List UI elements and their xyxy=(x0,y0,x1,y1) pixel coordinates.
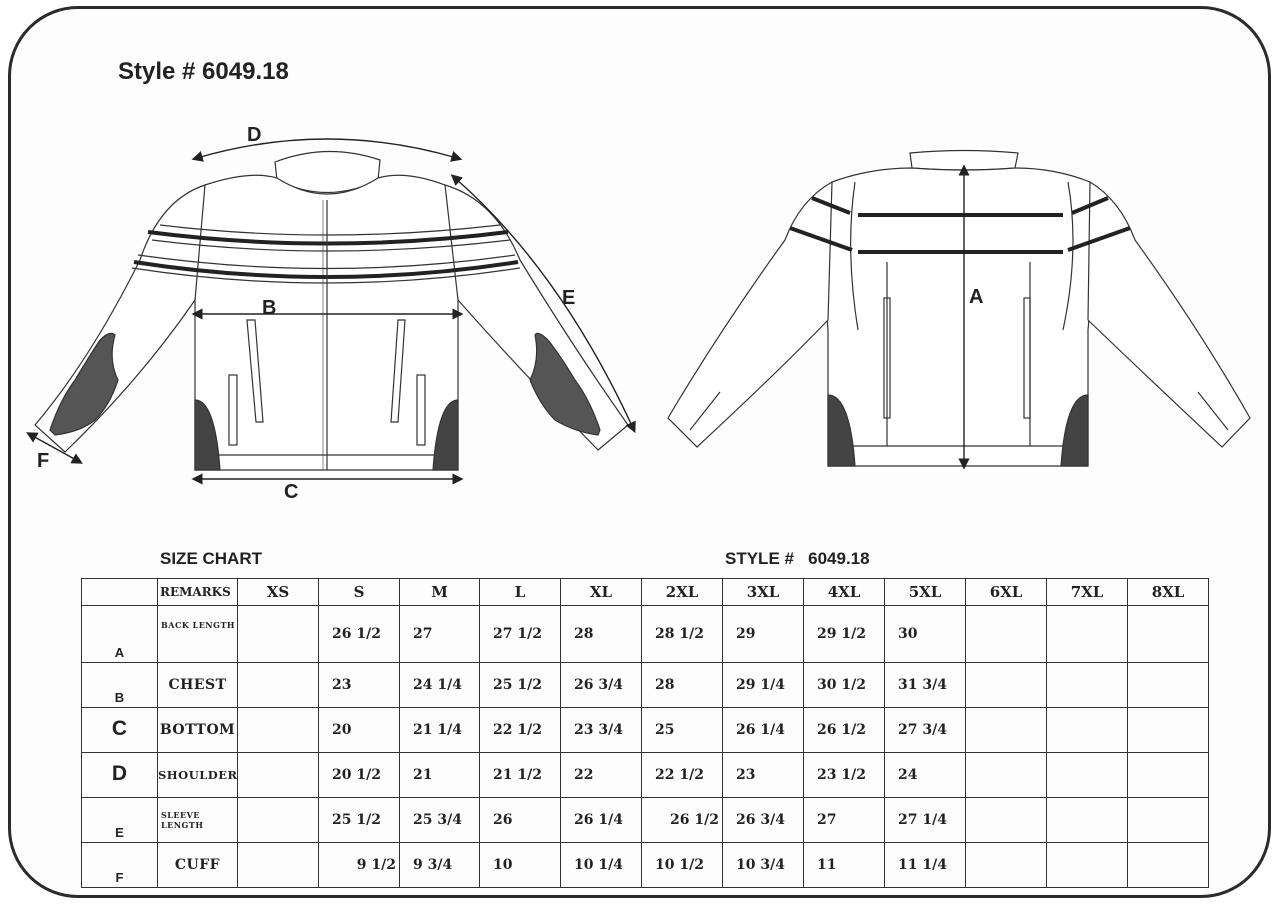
size-chart-table xyxy=(81,578,1209,888)
dimension-label-d: D xyxy=(247,124,262,146)
table-row xyxy=(82,843,1209,888)
size-value: 23 xyxy=(319,663,400,708)
size-value: 25 xyxy=(642,708,723,753)
size-value xyxy=(1128,798,1209,843)
size-value: 25 3/4 xyxy=(400,798,480,843)
size-header: 5XL xyxy=(885,579,966,606)
size-value xyxy=(1047,798,1128,843)
row-letter: C xyxy=(82,708,158,753)
size-header-row xyxy=(82,579,1209,606)
style-number-label xyxy=(725,549,870,569)
remarks-header: REMARKS xyxy=(158,579,238,606)
dimension-label-e: E xyxy=(562,287,576,309)
size-value: 20 1/2 xyxy=(319,753,400,798)
size-header: S xyxy=(319,579,400,606)
dimension-label-f: F xyxy=(37,450,50,472)
size-value xyxy=(966,753,1047,798)
size-value: 10 xyxy=(480,843,561,888)
size-header: 6XL xyxy=(966,579,1047,606)
size-value xyxy=(1047,843,1128,888)
size-value: 29 1/4 xyxy=(723,663,804,708)
row-remark: SLEEVE LENGTH xyxy=(158,798,238,843)
size-value: 27 xyxy=(400,606,480,663)
size-header: L xyxy=(480,579,561,606)
row-letter: E xyxy=(82,798,158,843)
front-jacket xyxy=(35,151,628,470)
table-row xyxy=(82,708,1209,753)
size-value: 29 xyxy=(723,606,804,663)
size-value: 23 1/2 xyxy=(804,753,885,798)
row-remark: CUFF xyxy=(158,843,238,888)
size-value: 30 1/2 xyxy=(804,663,885,708)
size-value: 26 xyxy=(480,798,561,843)
size-header: M xyxy=(400,579,480,606)
size-chart-label: SIZE CHART xyxy=(160,549,262,568)
dimension-label-a: A xyxy=(969,286,984,308)
size-value xyxy=(966,606,1047,663)
row-remark: CHEST xyxy=(158,663,238,708)
size-value xyxy=(238,843,319,888)
size-header: 3XL xyxy=(723,579,804,606)
size-value: 26 3/4 xyxy=(561,663,642,708)
size-value: 22 xyxy=(561,753,642,798)
size-value: 11 1/4 xyxy=(885,843,966,888)
size-value: 25 1/2 xyxy=(319,798,400,843)
size-value: 26 1/4 xyxy=(723,708,804,753)
table-row xyxy=(82,663,1209,708)
size-header: XL xyxy=(561,579,642,606)
size-value: 24 xyxy=(885,753,966,798)
size-value: 11 xyxy=(804,843,885,888)
table-row xyxy=(82,753,1209,798)
size-value: 22 1/2 xyxy=(480,708,561,753)
size-header: XS xyxy=(238,579,319,606)
size-value xyxy=(1047,753,1128,798)
size-value: 24 1/4 xyxy=(400,663,480,708)
size-value xyxy=(238,753,319,798)
size-value xyxy=(966,708,1047,753)
size-value: 27 1/2 xyxy=(480,606,561,663)
size-value: 23 3/4 xyxy=(561,708,642,753)
size-value: 9 1/2 xyxy=(319,843,400,888)
size-value xyxy=(1047,606,1128,663)
size-header: 7XL xyxy=(1047,579,1128,606)
size-value: 28 xyxy=(561,606,642,663)
row-remark: SHOULDER xyxy=(158,753,238,798)
size-value: 21 1/2 xyxy=(480,753,561,798)
row-letter: A xyxy=(82,606,158,663)
back-jacket xyxy=(668,151,1250,467)
size-value xyxy=(966,798,1047,843)
size-value: 31 3/4 xyxy=(885,663,966,708)
size-value: 21 xyxy=(400,753,480,798)
row-letter: F xyxy=(82,843,158,888)
size-value xyxy=(1047,708,1128,753)
corner-cell xyxy=(82,579,158,606)
size-value: 27 3/4 xyxy=(885,708,966,753)
size-value: 28 xyxy=(642,663,723,708)
size-value: 26 1/4 xyxy=(561,798,642,843)
size-value xyxy=(1128,843,1209,888)
table-row xyxy=(82,606,1209,663)
size-value xyxy=(238,663,319,708)
size-value: 27 xyxy=(804,798,885,843)
size-value: 21 1/4 xyxy=(400,708,480,753)
size-value: 26 1/2 xyxy=(804,708,885,753)
size-value: 20 xyxy=(319,708,400,753)
size-value: 10 1/2 xyxy=(642,843,723,888)
style-title: Style # 6049.18 xyxy=(118,58,289,85)
size-value xyxy=(238,798,319,843)
style-label: STYLE # xyxy=(725,549,794,568)
size-value: 26 1/2 xyxy=(319,606,400,663)
row-remark: BOTTOM xyxy=(158,708,238,753)
size-header: 8XL xyxy=(1128,579,1209,606)
size-header: 4XL xyxy=(804,579,885,606)
size-value: 22 1/2 xyxy=(642,753,723,798)
size-value xyxy=(1128,606,1209,663)
size-value xyxy=(238,606,319,663)
size-value xyxy=(1128,753,1209,798)
size-value: 9 3/4 xyxy=(400,843,480,888)
size-value xyxy=(1128,708,1209,753)
size-value xyxy=(966,843,1047,888)
row-letter: B xyxy=(82,663,158,708)
size-value: 25 1/2 xyxy=(480,663,561,708)
dimension-label-b: B xyxy=(262,297,277,319)
size-header: 2XL xyxy=(642,579,723,606)
size-value: 29 1/2 xyxy=(804,606,885,663)
size-value xyxy=(1128,663,1209,708)
size-value: 10 3/4 xyxy=(723,843,804,888)
row-letter: D xyxy=(82,753,158,798)
size-value: 23 xyxy=(723,753,804,798)
dimension-label-c: C xyxy=(284,481,299,503)
size-value xyxy=(1047,663,1128,708)
style-number: 6049.18 xyxy=(808,549,870,568)
size-value: 28 1/2 xyxy=(642,606,723,663)
size-value: 26 3/4 xyxy=(723,798,804,843)
row-remark: BACK LENGTH xyxy=(158,606,238,663)
table-row xyxy=(82,798,1209,843)
size-value xyxy=(966,663,1047,708)
size-value: 10 1/4 xyxy=(561,843,642,888)
size-value: 26 1/2 xyxy=(642,798,723,843)
size-value: 30 xyxy=(885,606,966,663)
size-value xyxy=(238,708,319,753)
size-value: 27 1/4 xyxy=(885,798,966,843)
